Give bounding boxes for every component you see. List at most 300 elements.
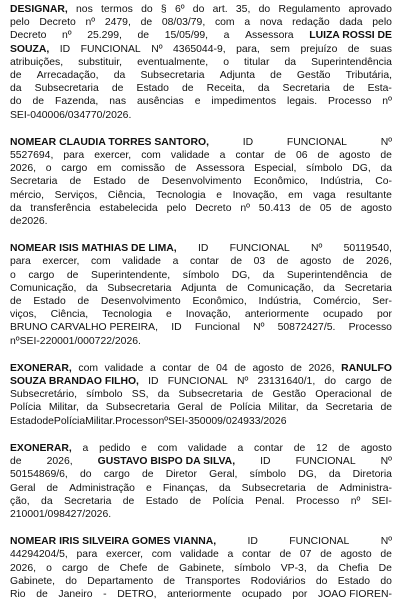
text-segment: de	[189, 495, 202, 507]
text-segment: símbolo	[306, 163, 343, 175]
text-segment: agosto	[360, 202, 392, 214]
text-segment: Gestão	[296, 70, 331, 82]
text-segment: Nº	[151, 43, 163, 55]
text-segment: 12	[316, 442, 328, 454]
text-segment: a	[150, 362, 156, 374]
text-segment: da	[86, 282, 98, 294]
text-segment: comissão	[121, 163, 165, 175]
act-entry	[10, 535, 392, 601]
text-segment: a	[82, 442, 89, 454]
text-segment: Nº	[236, 376, 249, 388]
text-segment: Nº	[380, 456, 392, 468]
text-line	[10, 82, 392, 95]
text-segment: Decreto	[39, 17, 76, 29]
text-segment: SEI-220001/000722/2026.	[19, 335, 141, 347]
text-segment: a	[223, 30, 230, 42]
text-segment: agosto	[340, 549, 372, 561]
text-line	[10, 375, 392, 388]
text-segment: Estado	[136, 83, 169, 95]
text-segment: 06	[295, 150, 308, 162]
text-segment: Estado	[10, 415, 43, 427]
text-segment: validade	[122, 256, 161, 268]
text-segment: de	[342, 256, 355, 268]
text-segment: 2026.	[21, 216, 48, 228]
text-segment: SS,	[131, 389, 149, 401]
text-segment: cargo	[61, 562, 88, 574]
text-segment: de	[69, 176, 82, 188]
text-line	[10, 535, 392, 548]
text-segment: Esta-	[367, 83, 392, 95]
text-segment: BRUNO CARVALHO PEREIRA,	[10, 322, 159, 334]
text-segment: §	[160, 4, 167, 15]
text-segment: Processo	[295, 495, 340, 507]
text-segment: de	[380, 376, 392, 388]
text-segment: de	[174, 163, 187, 175]
text-line	[10, 468, 392, 481]
text-segment: com	[141, 150, 161, 162]
text-segment: Polícia	[53, 415, 86, 427]
text-segment: FUNCIONAL	[289, 536, 350, 548]
text-segment: SEI-040006/034770/2026.	[10, 109, 132, 121]
text-line	[10, 548, 392, 561]
text-segment: e	[146, 482, 152, 494]
text-segment: agosto	[360, 442, 392, 454]
text-segment: ID	[197, 243, 209, 255]
text-segment: de	[10, 456, 22, 468]
text-line	[10, 95, 392, 108]
text-line	[10, 482, 392, 495]
text-segment: de	[380, 269, 392, 281]
text-segment: Serviços,	[54, 189, 98, 201]
text-segment: e	[216, 189, 223, 201]
text-segment: de	[46, 482, 59, 494]
text-segment: Transportes	[185, 575, 241, 587]
text-segment: Subsecretário,	[10, 389, 77, 401]
text-segment: Receita,	[206, 83, 245, 95]
text-line	[10, 149, 392, 162]
text-segment: ID	[148, 376, 159, 388]
text-segment: Comunicação,	[10, 282, 77, 294]
text-segment: ID	[171, 322, 182, 334]
text-segment: aprovado	[348, 4, 392, 15]
text-segment: e	[165, 309, 172, 321]
text-segment: de	[293, 442, 306, 454]
text-line	[10, 136, 392, 149]
text-segment: anteriormente	[244, 309, 309, 321]
text-segment: Superintendência	[286, 269, 368, 281]
text-segment: de	[10, 216, 22, 228]
text-segment: Nº	[380, 136, 392, 148]
act-entry	[10, 242, 392, 348]
text-line	[10, 415, 392, 428]
text-segment: GUSTAVO BISPO DA SILVA,	[97, 456, 236, 468]
text-segment: Subsecretaria	[178, 389, 243, 401]
text-line	[10, 321, 392, 334]
text-segment: da	[86, 402, 99, 414]
text-segment: em	[288, 189, 303, 201]
text-segment: EXONERAR,	[10, 362, 72, 374]
text-segment: do	[324, 376, 336, 388]
text-segment: SOUZA BRANDAO FILHO,	[10, 376, 139, 388]
text-segment: 35,	[235, 4, 251, 15]
text-line	[10, 215, 392, 228]
text-segment: da	[380, 163, 392, 175]
text-segment: agosto	[252, 362, 284, 374]
text-segment: de	[234, 362, 246, 374]
text-segment: do	[380, 575, 392, 587]
text-segment: de	[36, 588, 48, 600]
text-segment: Arrecadação,	[36, 70, 99, 82]
text-segment: de	[181, 83, 194, 95]
text-segment: 5527694,	[10, 150, 54, 162]
text-segment: cargo	[61, 163, 88, 175]
text-segment: para	[10, 256, 31, 268]
text-line	[10, 401, 392, 414]
text-segment: Estado	[145, 495, 179, 507]
text-segment: de	[299, 202, 311, 214]
text-segment: ID	[247, 536, 258, 548]
text-segment: com	[157, 442, 178, 454]
text-segment: viços,	[10, 309, 37, 321]
text-segment: Inovação,	[185, 309, 231, 321]
text-segment: de	[342, 83, 355, 95]
text-segment: da	[306, 402, 318, 414]
text-segment: SEI-	[371, 495, 392, 507]
text-segment: da	[284, 56, 297, 68]
text-segment: Econômico,	[192, 296, 247, 308]
text-line	[10, 335, 392, 348]
text-segment: a	[172, 256, 179, 268]
text-segment: em	[96, 163, 112, 175]
text-segment: para	[76, 549, 98, 561]
text-line	[10, 269, 392, 282]
text-segment: Comunicação,	[247, 282, 314, 294]
text-segment: Adjunta	[181, 282, 217, 294]
text-segment: da	[262, 269, 275, 281]
text-segment: contar	[254, 442, 283, 454]
text-segment: Co-	[375, 176, 392, 188]
text-segment: de	[274, 150, 286, 162]
text-segment: da	[113, 70, 126, 82]
text-segment: Comércio,	[313, 296, 361, 308]
text-segment: de	[279, 549, 292, 561]
text-segment: Processo	[328, 96, 372, 108]
text-segment: SEI-350009/024933/2026	[168, 415, 287, 427]
text-segment: Econômico,	[253, 176, 309, 188]
text-segment: de	[340, 202, 352, 214]
text-segment: de	[137, 30, 150, 42]
text-segment: da	[328, 469, 341, 481]
text-segment: com	[214, 17, 235, 29]
text-segment: de	[380, 389, 392, 401]
text-line	[10, 242, 392, 255]
text-segment: Desenvolvimento	[100, 296, 181, 308]
text-segment: de	[320, 549, 332, 561]
text-line	[10, 16, 392, 29]
text-segment: e	[194, 96, 201, 108]
text-segment: NOMEAR CLAUDIA TORRES SANTORO,	[10, 136, 209, 148]
text-segment: NOMEAR IRIS SILVEIRA GOMES VIANNA,	[10, 536, 217, 548]
text-segment: Gabinete,	[179, 562, 225, 574]
act-entry	[10, 442, 392, 521]
text-segment: Militar,	[48, 402, 79, 414]
text-segment: de	[380, 549, 392, 561]
text-line	[10, 255, 392, 268]
text-segment: para,	[236, 43, 260, 55]
text-segment: de	[226, 282, 238, 294]
text-segment: 6º	[174, 4, 185, 15]
text-segment: Subsecretaria	[140, 70, 205, 82]
text-segment: Decreto	[195, 202, 232, 214]
text-segment: Secretaria	[64, 495, 112, 507]
text-segment: símbolo	[234, 562, 271, 574]
text-segment: do	[80, 469, 92, 481]
text-segment: FUNCIONAL	[295, 456, 356, 468]
text-segment: redação	[292, 17, 330, 29]
text-line	[10, 455, 392, 468]
text-segment: termos	[101, 4, 133, 15]
text-segment: 03	[253, 256, 266, 268]
text-segment: símbolo	[182, 269, 220, 281]
text-segment: de	[137, 176, 150, 188]
text-line	[10, 508, 392, 521]
text-segment: Indústria,	[320, 176, 363, 188]
text-segment: de	[338, 442, 350, 454]
text-line	[10, 388, 392, 401]
text-segment: de	[230, 256, 243, 268]
text-segment: de	[42, 415, 54, 427]
text-line	[10, 175, 392, 188]
text-segment: a	[227, 549, 234, 561]
text-segment: de	[210, 402, 223, 414]
text-segment: de	[111, 83, 124, 95]
text-segment: Ciência,	[50, 309, 89, 321]
text-segment: 50.413	[258, 202, 291, 214]
text-segment: contar	[189, 256, 219, 268]
text-segment: Assessora	[245, 30, 294, 42]
text-segment: Fazenda,	[55, 96, 99, 108]
text-segment: Nº	[253, 322, 265, 334]
text-line	[10, 162, 392, 175]
text-segment: Operacional	[315, 389, 372, 401]
text-segment: Geral,	[209, 469, 238, 481]
text-segment: da	[41, 495, 53, 507]
text-segment: Subsecretaria	[241, 482, 306, 494]
text-segment: da	[10, 202, 22, 214]
text-segment: ausências	[136, 96, 184, 108]
text-segment: legais.	[287, 96, 318, 108]
text-segment: o	[46, 562, 52, 574]
text-segment: nº	[10, 335, 20, 347]
text-segment: eventualmente,	[137, 56, 209, 68]
text-segment: validade	[170, 150, 210, 162]
text-segment: de	[163, 575, 175, 587]
text-segment: Militar,	[268, 402, 299, 414]
text-segment: cargo	[345, 376, 372, 388]
text-segment: Departamento	[87, 575, 154, 587]
text-segment: o	[45, 163, 52, 175]
text-segment: de	[380, 150, 392, 162]
text-segment: exercer,	[94, 150, 132, 162]
text-segment: símbolo	[249, 469, 287, 481]
text-segment: atribuições,	[10, 56, 64, 68]
text-segment: Administra-	[339, 482, 392, 494]
text-segment: Especial,	[254, 163, 297, 175]
text-segment: da	[157, 389, 170, 401]
text-segment: Tecnologia	[156, 189, 206, 201]
text-segment: 2026,	[365, 256, 392, 268]
text-segment: Inovação,	[232, 189, 278, 201]
text-segment: agosto	[339, 150, 371, 162]
text-segment: 25.299,	[87, 30, 122, 42]
text-segment: de	[122, 495, 135, 507]
text-segment: NOMEAR ISIS MATHIAS DE LIMA,	[10, 243, 177, 255]
text-segment: de	[10, 296, 22, 308]
text-segment: ocupado	[323, 309, 363, 321]
text-segment: de	[98, 562, 110, 574]
text-segment: Adjunta	[219, 70, 255, 82]
text-segment: 50154869/6,	[10, 469, 68, 481]
text-line	[10, 295, 392, 308]
text-line	[10, 308, 392, 321]
text-line	[10, 3, 392, 16]
text-segment: nos	[76, 4, 93, 15]
text-segment: Funcional	[194, 322, 240, 334]
text-segment: Gestão	[272, 389, 307, 401]
text-segment: Secretaria	[10, 176, 58, 188]
text-segment: do	[10, 96, 22, 108]
text-segment: nova	[259, 17, 283, 29]
text-segment: DG,	[352, 163, 371, 175]
text-segment: Superintendente,	[91, 269, 171, 281]
text-segment: anteriormente	[167, 588, 232, 600]
text-segment: Estado	[93, 176, 126, 188]
text-segment: ID	[260, 456, 271, 468]
text-segment: nº	[85, 17, 96, 29]
text-segment: de	[157, 562, 170, 574]
text-segment: resultante	[346, 189, 392, 201]
text-segment: Subsecretaria	[105, 402, 170, 414]
text-segment: pelo	[166, 202, 187, 214]
text-segment: Estado	[33, 296, 66, 308]
text-segment: com	[78, 362, 99, 374]
text-segment: validade	[180, 549, 219, 561]
text-segment: 2026,	[308, 362, 335, 374]
text-segment: pelo	[10, 17, 30, 29]
text-segment: 23131640/1,	[257, 376, 316, 388]
text-segment: 2026,	[46, 456, 73, 468]
text-segment: 15/05/99,	[164, 30, 209, 42]
act-entry	[10, 362, 392, 428]
text-segment: dada	[339, 17, 363, 29]
text-segment: mércio,	[10, 189, 45, 201]
text-segment: a	[219, 150, 226, 162]
text-segment: da	[218, 482, 231, 494]
text-segment: nas	[109, 96, 127, 108]
text-segment: impedimentos	[211, 96, 277, 108]
text-segment: Polícia	[229, 402, 261, 414]
text-segment: Subsecretaria	[34, 83, 99, 95]
text-segment: 2479,	[104, 17, 131, 29]
text-segment: validade	[188, 442, 227, 454]
text-segment: Secretaria	[344, 282, 392, 294]
text-segment: EXONERAR,	[10, 442, 72, 454]
text-segment: contar	[242, 549, 271, 561]
text-segment: Gabinete,	[10, 575, 56, 587]
text-segment: prejuízo	[300, 43, 338, 55]
text-segment: o	[10, 269, 16, 281]
text-segment: do	[192, 4, 205, 15]
text-segment: art.	[212, 4, 228, 15]
text-segment: 2026,	[10, 562, 37, 574]
text-line	[10, 109, 392, 122]
text-segment: Secretaria	[282, 83, 330, 95]
text-segment: FUNCIONAL	[167, 376, 228, 388]
text-segment: 4365044-9,	[173, 43, 226, 55]
text-segment: Processo	[115, 415, 159, 427]
text-segment: Ser-	[372, 296, 392, 308]
text-segment: 50872427/5.	[277, 322, 336, 334]
text-segment: -	[103, 588, 107, 600]
text-segment: Tributária,	[345, 70, 392, 82]
text-segment: 08/03/79,	[161, 17, 206, 29]
text-segment: e	[141, 442, 147, 454]
text-segment: com	[151, 549, 172, 561]
text-segment: FUNCIONAL	[229, 243, 290, 255]
text-segment: Tecnologia	[102, 309, 152, 321]
text-segment: Estado	[337, 575, 371, 587]
text-line	[10, 442, 392, 455]
text-segment: ID	[242, 136, 254, 148]
text-segment: pedido	[99, 442, 131, 454]
text-segment: por	[292, 588, 308, 600]
text-segment: pelo	[372, 17, 392, 29]
text-segment: ção,	[10, 495, 30, 507]
text-line	[10, 562, 392, 575]
text-segment: de	[347, 43, 360, 55]
text-line	[10, 495, 392, 508]
text-segment: do	[141, 4, 153, 15]
text-segment: da	[10, 83, 22, 95]
text-segment: 05	[319, 202, 332, 214]
text-segment: Diretoria	[352, 469, 392, 481]
text-segment: Geral	[177, 402, 203, 414]
text-segment: Regulamento	[278, 4, 341, 15]
text-line	[10, 56, 392, 69]
text-segment: Decreto	[10, 30, 47, 42]
text-segment: De	[378, 562, 392, 574]
text-segment: nº	[382, 96, 392, 108]
text-segment: Penal.	[255, 495, 285, 507]
document-page	[10, 3, 392, 615]
text-segment: de	[276, 256, 289, 268]
text-segment: sem	[270, 43, 290, 55]
text-segment: símbolo	[86, 389, 123, 401]
text-segment: de	[316, 482, 329, 494]
text-segment: contar	[162, 362, 192, 374]
text-segment: Polícia	[10, 402, 42, 414]
text-segment: de	[290, 362, 302, 374]
text-segment: transferência	[30, 202, 91, 214]
text-segment: por	[376, 309, 392, 321]
text-segment: Chefia	[338, 562, 369, 574]
text-segment: da	[257, 83, 270, 95]
text-segment: o	[223, 56, 229, 68]
text-segment: 07	[299, 549, 312, 561]
text-segment: Militar.	[85, 415, 116, 427]
text-segment: do	[65, 575, 77, 587]
act-entry	[10, 3, 392, 122]
